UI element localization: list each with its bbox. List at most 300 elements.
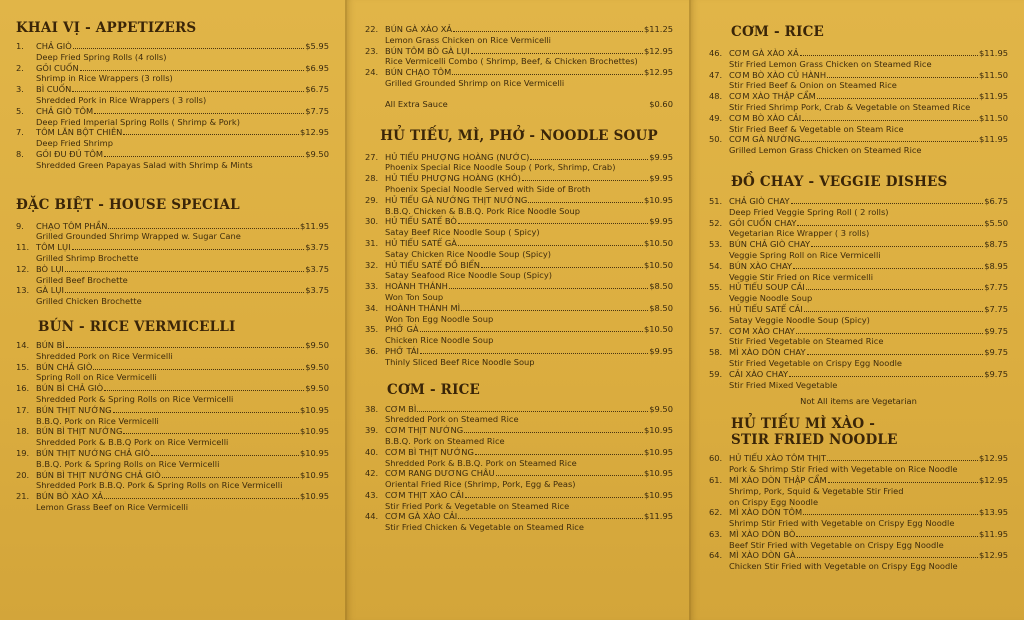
item-description: Grilled Beef Brochette xyxy=(36,274,128,285)
item-description: Shredded Pork & Spring Rolls on Rice Vermicelli xyxy=(36,393,234,404)
item-price: $9.75 xyxy=(984,368,1008,379)
item-number: 31. xyxy=(365,237,379,248)
item-price: $11.95 xyxy=(978,134,1008,145)
item-number: 58. xyxy=(709,347,723,358)
item-leader-dots xyxy=(528,202,643,203)
item-number: 12. xyxy=(16,263,30,274)
item-list xyxy=(709,48,1008,156)
item-leader-dots xyxy=(464,432,643,433)
item-name: MÌ XÀO DÒN THẬP CẨM xyxy=(729,474,827,485)
menu-panel-right xyxy=(689,0,1024,620)
item-price: $5.50 xyxy=(984,217,1008,228)
item-number: 9. xyxy=(16,220,24,231)
section-title-line1: HỦ TIẾU MÌ XÀO - xyxy=(731,416,876,433)
section-title: ĐỒ CHAY - VEGGIE DISHES xyxy=(731,173,948,190)
item-description: Stir Fried Lemon Grass Chicken on Steamed Rice xyxy=(729,58,932,69)
item-price: $6.75 xyxy=(305,84,329,95)
item-price: $7.75 xyxy=(984,282,1008,293)
item-price: $11.25 xyxy=(643,24,673,34)
section-rice-vermicelli xyxy=(16,319,329,513)
item-leader-dots xyxy=(113,412,299,413)
item-price: $7.75 xyxy=(984,303,1008,314)
item-price: $11.95 xyxy=(978,48,1008,58)
item-number: 13. xyxy=(16,285,30,296)
item-name: MÌ XÀO DÒN TÔM xyxy=(729,507,803,518)
item-description: on Crispy Egg Noodle xyxy=(729,496,819,507)
section-rice-mid xyxy=(365,382,673,534)
menu-item xyxy=(365,404,673,426)
item-description: Shredded Green Papayas Salad with Shrimp & Mints xyxy=(36,159,253,170)
menu-item xyxy=(16,106,329,128)
item-number: 62. xyxy=(709,507,723,518)
item-price: $9.95 xyxy=(649,173,673,184)
menu-item xyxy=(365,303,673,325)
item-list xyxy=(365,24,673,89)
menu-item xyxy=(16,426,329,448)
section-title: HỦ TIẾU, MÌ, PHỞ - NOODLE SOUP xyxy=(380,127,658,144)
item-leader-dots xyxy=(796,333,984,334)
item-list xyxy=(16,340,329,513)
item-number: 54. xyxy=(709,260,723,271)
item-description: Stir Fried Vegetable on Steamed Rice xyxy=(729,336,884,347)
item-leader-dots xyxy=(104,390,304,391)
item-name: BÚN BÌ xyxy=(36,339,65,350)
section-rice-right xyxy=(709,24,1008,156)
menu-item xyxy=(16,242,329,264)
item-price: $9.50 xyxy=(305,383,329,394)
section-title: ĐẶC BIỆT - HOUSE SPECIAL xyxy=(16,196,240,213)
item-price: $8.50 xyxy=(649,302,673,313)
menu-item xyxy=(709,326,1008,348)
item-leader-dots xyxy=(94,113,304,114)
item-description: Phoenix Special Rice Noodle Soup ( Pork, Shrimp, Crab) xyxy=(385,162,616,173)
item-leader-dots xyxy=(804,311,984,312)
item-description: Chicken Rice Noodle Soup xyxy=(385,335,494,346)
item-leader-dots xyxy=(817,98,978,99)
item-price: $10.50 xyxy=(643,237,673,248)
item-name: GỎI ĐU ĐỦ TÔM xyxy=(36,148,104,159)
item-description: Vegetarian Rice Wrapper ( 3 rolls) xyxy=(729,228,870,239)
item-price: $3.75 xyxy=(305,263,329,274)
item-leader-dots xyxy=(452,74,643,75)
item-leader-dots xyxy=(104,156,304,157)
item-leader-dots xyxy=(458,518,643,519)
item-name: PHỞ GÀ xyxy=(385,324,419,335)
menu-item xyxy=(709,113,1008,135)
menu-item xyxy=(16,470,329,492)
menu-item xyxy=(16,340,329,362)
item-description: Deep Fried Veggie Spring Roll ( 2 rolls) xyxy=(729,206,889,217)
item-number: 44. xyxy=(365,511,379,522)
item-leader-dots xyxy=(797,557,978,558)
section-veggie xyxy=(709,174,1008,390)
item-leader-dots xyxy=(72,249,305,250)
item-number: 23. xyxy=(365,45,379,56)
item-price: $9.50 xyxy=(649,403,673,414)
item-price: $12.95 xyxy=(978,550,1008,561)
item-price: $10.95 xyxy=(643,446,673,457)
item-leader-dots xyxy=(471,53,643,54)
item-leader-dots xyxy=(80,70,305,71)
item-leader-dots xyxy=(73,48,304,49)
item-price: $12.95 xyxy=(978,453,1008,464)
menu-item xyxy=(365,216,673,238)
item-name: BÚN CHẢ GIÒ CHAY xyxy=(729,239,811,250)
item-name: MÌ XÀO DÒN BÒ xyxy=(729,528,796,539)
item-number: 28. xyxy=(365,173,379,184)
item-name: CƠM THỊT XÀO CẢI xyxy=(385,489,464,500)
item-number: 56. xyxy=(709,303,723,314)
item-leader-dots xyxy=(108,228,299,229)
section-house-special xyxy=(16,197,329,307)
item-name: CHẢ GIÒ CHAY xyxy=(729,195,790,206)
menu-item xyxy=(16,491,329,513)
item-price: $9.75 xyxy=(984,325,1008,336)
item-name: CHẢ GIÒ xyxy=(36,41,72,51)
item-description: Satay Seafood Rice Noodle Soup (Spicy) xyxy=(385,270,553,281)
item-price: $7.75 xyxy=(305,105,329,116)
item-leader-dots xyxy=(449,288,648,289)
item-price: $11.95 xyxy=(978,528,1008,539)
menu-item xyxy=(365,152,673,174)
item-description: B.B.Q. Chicken & B.B.Q. Pork Rice Noodle Soup xyxy=(385,205,581,216)
item-price: $11.95 xyxy=(978,91,1008,102)
item-description: Shrimp, Pork, Squid & Vegetable Stir Fried xyxy=(729,485,904,496)
item-price: $10.50 xyxy=(643,324,673,335)
item-number: 32. xyxy=(365,259,379,270)
item-number: 48. xyxy=(709,91,723,102)
menu-item xyxy=(365,281,673,303)
item-description: Lemon Grass Chicken on Rice Vermicelli xyxy=(385,34,551,45)
item-description: B.B.Q. Pork on Steamed Rice xyxy=(385,435,505,446)
item-name: BÚN CHẠO TÔM xyxy=(385,67,452,78)
item-price: $8.95 xyxy=(984,260,1008,271)
item-name: BÚN BÌ CHẢ GIÒ xyxy=(36,383,104,394)
item-leader-dots xyxy=(93,369,304,370)
item-number: 39. xyxy=(365,425,379,436)
menu-item xyxy=(365,324,673,346)
item-number: 57. xyxy=(709,325,723,336)
item-name: CƠM BÒ XÀO CẢI xyxy=(729,112,802,123)
item-leader-dots xyxy=(801,141,978,142)
menu-item xyxy=(16,405,329,427)
item-name: HỦ TIẾU SATẾ GÀ xyxy=(385,237,457,248)
item-leader-dots xyxy=(475,454,643,455)
item-leader-dots xyxy=(65,292,304,293)
item-leader-dots xyxy=(803,514,978,515)
item-number: 50. xyxy=(709,134,723,145)
item-number: 21. xyxy=(16,491,30,502)
item-number: 59. xyxy=(709,368,723,379)
item-list xyxy=(16,221,329,307)
item-description: Veggie Stir Fried on Rice vermicelli xyxy=(729,271,874,282)
item-name: HỦ TIẾU SATẾ BÒ xyxy=(385,216,457,227)
item-price: $9.95 xyxy=(649,216,673,227)
menu-item xyxy=(16,264,329,286)
section-noodle-soup xyxy=(365,128,673,368)
item-name: BÚN THỊT NƯỚNG xyxy=(36,404,112,415)
item-name: MÌ XÀO DÒN GÀ xyxy=(729,550,796,561)
item-description: Veggie Spring Roll on Rice Vermicelli xyxy=(729,249,881,260)
item-price: $10.95 xyxy=(643,194,673,205)
item-description: Grilled Grounded Shrimp on Rice Vermicelli xyxy=(385,77,565,88)
section-stir-fried-noodle xyxy=(709,416,1008,572)
item-price: $9.50 xyxy=(305,148,329,159)
item-price: $10.95 xyxy=(643,489,673,500)
item-name: CƠM GÀ XÀO XẢ xyxy=(729,48,799,58)
item-name: HỦ TIẾU GÀ NƯỚNG THỊT NƯỚNG xyxy=(385,194,528,205)
item-number: 20. xyxy=(16,469,30,480)
item-leader-dots xyxy=(65,271,304,272)
item-description: Grilled Shrimp Brochette xyxy=(36,252,139,263)
item-number: 17. xyxy=(16,404,30,415)
item-description: Shredded Pork in Rice Wrappers ( 3 rolls) xyxy=(36,94,207,105)
extra-sauce-row xyxy=(365,99,673,110)
item-leader-dots xyxy=(123,134,299,135)
item-name: CƠM GÀ NƯỚNG xyxy=(729,134,801,145)
item-leader-dots xyxy=(800,55,978,56)
item-number: 33. xyxy=(365,281,379,292)
item-list xyxy=(365,152,673,368)
item-number: 29. xyxy=(365,194,379,205)
item-price: $6.75 xyxy=(984,195,1008,206)
item-name: CƠM XÀO THẬP CẨM xyxy=(729,91,816,102)
item-leader-dots xyxy=(789,376,983,377)
extra-sauce-price: $0.60 xyxy=(649,98,673,109)
item-number: 64. xyxy=(709,550,723,561)
item-description: Veggie Noodle Soup xyxy=(729,293,813,304)
item-name: CƠM XÀO CHAY xyxy=(729,325,795,336)
item-description: Deep Fried Imperial Spring Rolls ( Shrimp & Pork) xyxy=(36,116,240,127)
item-description: Shrimp Stir Fried with Vegetable on Crispy Egg Noodle xyxy=(729,518,955,529)
menu-item xyxy=(365,447,673,469)
extra-sauce-label: All Extra Sauce xyxy=(385,98,448,109)
item-name: CƠM THỊT NƯỚNG xyxy=(385,425,464,436)
item-name: HỦ TIẾU SOUP CẢI xyxy=(729,282,805,293)
item-description: Beef Stir Fried with Vegetable on Crispy Egg Noodle xyxy=(729,539,944,550)
item-list xyxy=(709,196,1008,390)
menu-item xyxy=(709,369,1008,391)
item-price: $10.95 xyxy=(643,425,673,436)
item-name: HỦ TIẾU PHƯỢNG HOÀNG (KHÔ) xyxy=(385,173,521,184)
item-number: 61. xyxy=(709,474,723,485)
item-price: $11.95 xyxy=(299,220,329,231)
item-number: 34. xyxy=(365,302,379,313)
item-leader-dots xyxy=(828,482,978,483)
item-name: HỦ TIẾU XÀO TÔM THỊT xyxy=(729,453,827,464)
menu-item xyxy=(709,70,1008,92)
item-number: 38. xyxy=(365,403,379,414)
item-description: Shrimp in Rice Wrappers (3 rolls) xyxy=(36,73,173,84)
item-number: 1. xyxy=(16,41,24,51)
item-number: 15. xyxy=(16,361,30,372)
menu-item xyxy=(709,475,1008,507)
item-leader-dots xyxy=(162,477,299,478)
item-name: CẢI XÀO CHAY xyxy=(729,368,789,379)
item-list xyxy=(365,404,673,534)
item-number: 55. xyxy=(709,282,723,293)
section-title: KHAI VỊ - APPETIZERS xyxy=(16,20,197,36)
item-leader-dots xyxy=(123,433,299,434)
item-price: $6.95 xyxy=(305,62,329,73)
item-price: $11.50 xyxy=(978,112,1008,123)
menu-item xyxy=(16,221,329,243)
item-number: 52. xyxy=(709,217,723,228)
item-number: 43. xyxy=(365,489,379,500)
item-leader-dots xyxy=(797,225,983,226)
item-leader-dots xyxy=(461,310,648,311)
menu-item xyxy=(365,195,673,217)
item-leader-dots xyxy=(807,354,984,355)
item-name: BÚN BÒ XÀO XẢ xyxy=(36,491,104,502)
item-leader-dots xyxy=(151,455,299,456)
item-name: BÌ CUỐN xyxy=(36,84,72,95)
item-name: BÚN BÌ THỊT NƯỚNG CHẢ GIÒ xyxy=(36,469,161,480)
item-number: 18. xyxy=(16,426,30,437)
item-name: TÔM LỤI xyxy=(36,242,71,253)
menu-item xyxy=(16,383,329,405)
item-leader-dots xyxy=(417,411,648,412)
item-price: $3.75 xyxy=(305,242,329,253)
item-number: 2. xyxy=(16,62,24,73)
item-price: $10.95 xyxy=(643,468,673,479)
item-leader-dots xyxy=(465,497,643,498)
item-description: Chicken Stir Fried with Vegetable on Crispy Egg Noodle xyxy=(729,561,958,572)
menu-item xyxy=(709,261,1008,283)
item-leader-dots xyxy=(791,203,984,204)
item-number: 60. xyxy=(709,453,723,464)
item-price: $8.75 xyxy=(984,239,1008,250)
item-number: 8. xyxy=(16,148,24,159)
item-leader-dots xyxy=(793,268,983,269)
item-name: GÀ LỤI xyxy=(36,285,64,296)
item-description: Grilled Grounded Shrimp Wrapped w. Sugar Cane xyxy=(36,231,241,242)
item-leader-dots xyxy=(453,31,643,32)
item-description: Stir Fried Shrimp Pork, Crab & Vegetable on Steamed Rice xyxy=(729,101,971,112)
item-name: GỎI CUỐN xyxy=(36,62,79,73)
item-description: Phoenix Special Noodle Served with Side of Broth xyxy=(385,183,591,194)
item-number: 35. xyxy=(365,324,379,335)
item-number: 40. xyxy=(365,446,379,457)
item-description: Stir Fried Mixed Vegetable xyxy=(729,379,838,390)
item-description: Deep Fried Shrimp xyxy=(36,138,113,149)
item-name: PHỞ TÁI xyxy=(385,345,420,356)
item-number: 16. xyxy=(16,383,30,394)
item-number: 27. xyxy=(365,151,379,162)
item-leader-dots xyxy=(458,245,643,246)
menu-item xyxy=(365,260,673,282)
item-description: Stir Fried Beef & Vegetable on Steam Rice xyxy=(729,123,904,134)
item-number: 51. xyxy=(709,195,723,206)
menu-item xyxy=(709,507,1008,529)
item-leader-dots xyxy=(72,91,304,92)
item-name: BÚN TÔM BÒ GÀ LỤI xyxy=(385,45,470,56)
item-description: Stir Fried Pork & Vegetable on Steamed Rice xyxy=(385,500,570,511)
item-name: GỎI CUỐN CHAY xyxy=(729,217,797,228)
menu-item xyxy=(709,304,1008,326)
item-list xyxy=(709,453,1008,572)
menu-item xyxy=(16,41,329,63)
item-number: 19. xyxy=(16,447,30,458)
item-leader-dots xyxy=(481,267,643,268)
item-price: $5.95 xyxy=(305,41,329,51)
item-price: $11.50 xyxy=(978,69,1008,80)
item-description: Stir Fried Chicken & Vegetable on Steamed Rice xyxy=(385,522,584,533)
item-number: 3. xyxy=(16,84,24,95)
item-name: BÚN THỊT NƯỚNG CHẢ GIÒ xyxy=(36,447,150,458)
menu-item xyxy=(709,134,1008,156)
item-price: $9.50 xyxy=(305,361,329,372)
menu-item xyxy=(16,448,329,470)
item-leader-dots xyxy=(522,180,648,181)
item-name: HOÀNH THÁNH xyxy=(385,281,448,292)
menu-item xyxy=(16,84,329,106)
item-number: 22. xyxy=(365,24,379,34)
menu-item xyxy=(709,282,1008,304)
menu-item xyxy=(365,24,673,46)
item-leader-dots xyxy=(458,223,648,224)
item-price: $10.95 xyxy=(299,491,329,502)
menu-item xyxy=(709,48,1008,70)
item-name: CHẢ GIÒ TÔM xyxy=(36,105,94,116)
item-number: 53. xyxy=(709,239,723,250)
item-name: HỦ TIẾU PHƯỢNG HOÀNG (NƯỚC) xyxy=(385,151,530,162)
item-name: MÌ XÀO DÒN CHAY xyxy=(729,347,806,358)
item-name: CƠM RANG DƯƠNG CHÂU xyxy=(385,468,495,479)
item-name: CƠM GÀ XÀO CẢI xyxy=(385,511,458,522)
item-number: 5. xyxy=(16,105,24,116)
menu-item xyxy=(709,91,1008,113)
item-number: 14. xyxy=(16,339,30,350)
item-description: Stir Fried Vegetable on Crispy Egg Noodle xyxy=(729,357,902,368)
item-leader-dots xyxy=(802,120,978,121)
item-name: HOÀNH THÁNH MÌ xyxy=(385,302,461,313)
item-name: BÚN BÌ THỊT NƯỚNG xyxy=(36,426,123,437)
menu-item xyxy=(365,67,673,89)
menu-item xyxy=(365,490,673,512)
menu-item xyxy=(365,238,673,260)
item-name: CHẠO TÔM PHẦN xyxy=(36,220,108,231)
menu-item xyxy=(16,149,329,171)
item-number: 7. xyxy=(16,127,24,138)
item-price: $8.50 xyxy=(649,281,673,292)
item-number: 47. xyxy=(709,69,723,80)
item-description: Satay Beef Rice Noodle Soup ( Spicy) xyxy=(385,227,540,238)
menu-panel-left xyxy=(0,0,345,620)
item-number: 46. xyxy=(709,48,723,58)
item-price: $3.75 xyxy=(305,285,329,296)
menu-item xyxy=(709,196,1008,218)
section-title: BÚN - RICE VERMICELLI xyxy=(38,318,236,335)
menu-item xyxy=(709,550,1008,572)
item-leader-dots xyxy=(796,536,978,537)
section-title-line2: STIR FRIED NOODLE xyxy=(731,432,898,449)
item-description: Satay Chicken Rice Noodle Soup (Spicy) xyxy=(385,248,551,259)
menu-item xyxy=(365,468,673,490)
menu-item xyxy=(709,239,1008,261)
item-description: Oriental Fried Rice (Shrimp, Pork, Egg & Peas) xyxy=(385,479,576,490)
menu-item xyxy=(365,511,673,533)
item-number: 42. xyxy=(365,468,379,479)
item-name: BÒ LỤI xyxy=(36,263,64,274)
item-description: Shredded Pork B.B.Q. Pork & Spring Rolls on Rice Vermicelli xyxy=(36,480,283,491)
menu-item xyxy=(365,173,673,195)
item-leader-dots xyxy=(420,331,643,332)
item-number: 24. xyxy=(365,67,379,78)
item-name: CƠM BÌ THỊT NƯỚNG xyxy=(385,446,474,457)
item-price: $10.95 xyxy=(299,447,329,458)
item-description: Won Ton Soup xyxy=(385,291,444,302)
